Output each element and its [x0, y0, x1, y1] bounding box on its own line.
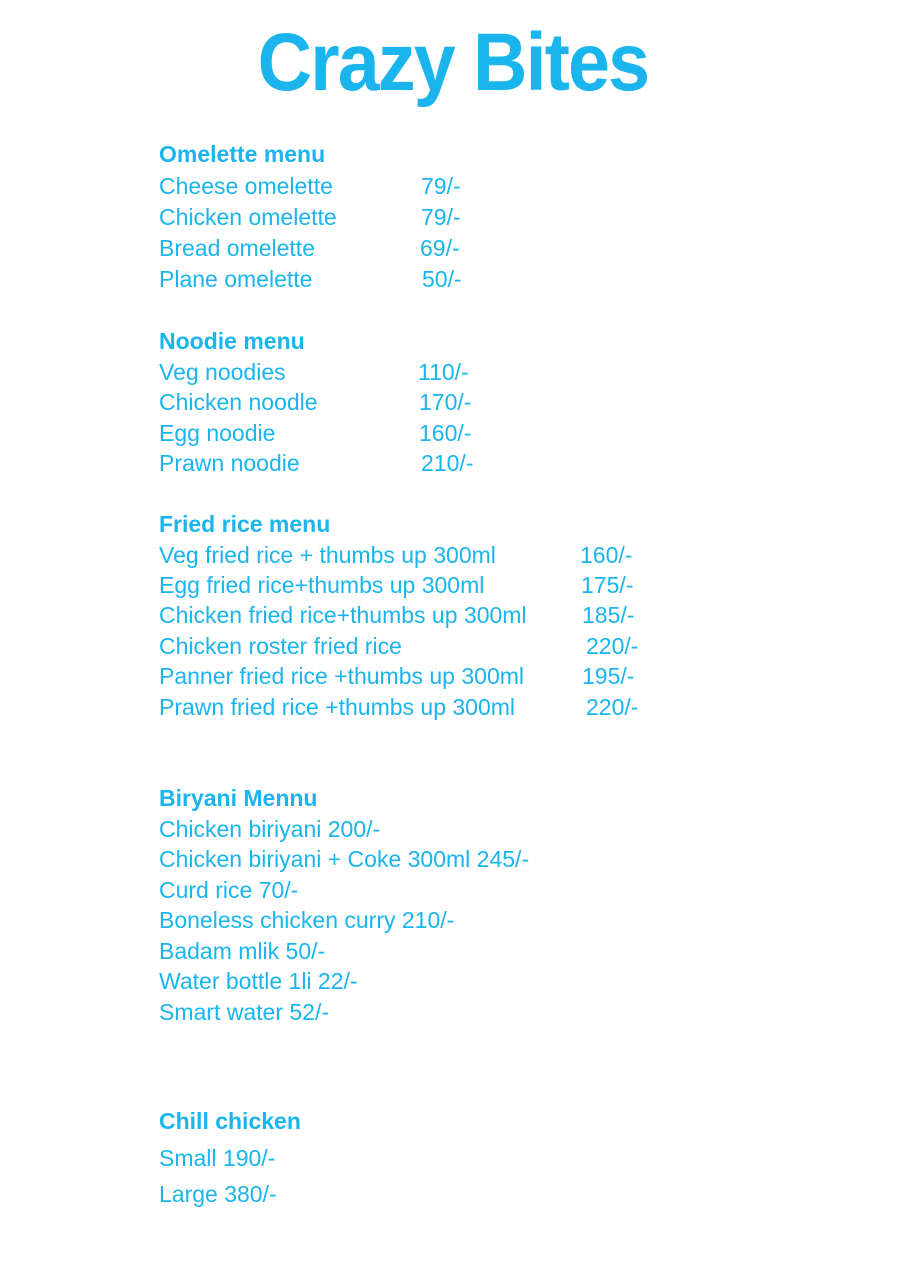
fried-rice-heading: Fried rice menu	[159, 511, 331, 537]
omelette-item-price: 79/-	[421, 204, 461, 230]
omelette-item-price: 69/-	[420, 235, 460, 261]
fried-rice-item-price: 220/-	[586, 633, 639, 659]
fried-rice-item-price: 175/-	[581, 572, 634, 598]
biryani-item: Chicken biriyani + Coke 300ml 245/-	[159, 846, 530, 872]
fried-rice-item-price: 160/-	[580, 542, 633, 568]
biryani-heading: Biryani Mennu	[159, 785, 318, 811]
noodle-item-price: 160/-	[419, 420, 472, 446]
noodle-item-price: 170/-	[419, 389, 472, 415]
biryani-item: Curd rice 70/-	[159, 877, 299, 903]
omelette-heading: Omelette menu	[159, 141, 326, 167]
biryani-item: Boneless chicken curry 210/-	[159, 907, 455, 933]
fried-rice-item-name: Panner fried rice +thumbs up 300ml	[159, 663, 525, 689]
noodle-item-price: 110/-	[418, 359, 469, 385]
fried-rice-item-name: Egg fried rice+thumbs up 300ml	[159, 572, 485, 598]
fried-rice-item-price: 185/-	[582, 602, 635, 628]
fried-rice-item-name: Prawn fried rice +thumbs up 300ml	[159, 694, 516, 720]
fried-rice-item-price: 195/-	[582, 663, 635, 689]
fried-rice-item-name: Veg fried rice + thumbs up 300ml	[159, 542, 496, 568]
chilli-chicken-heading: Chill chicken	[159, 1108, 301, 1134]
biryani-item: Chicken biriyani 200/-	[159, 816, 381, 842]
noodle-item-price: 210/-	[421, 450, 474, 476]
omelette-item-name: Bread omelette	[159, 235, 315, 261]
noodle-heading: Noodie menu	[159, 328, 305, 354]
biryani-item: Water bottle 1li 22/-	[159, 968, 358, 994]
noodle-item-name: Veg noodies	[159, 359, 286, 385]
menu-title: Crazy Bites	[257, 17, 649, 108]
noodle-item-name: Egg noodie	[159, 420, 276, 446]
biryani-item: Smart water 52/-	[159, 999, 329, 1025]
fried-rice-item-name: Chicken roster fried rice	[159, 633, 402, 659]
noodle-item-name: Prawn noodie	[159, 450, 300, 476]
noodle-item-name: Chicken noodle	[159, 389, 318, 415]
chilli-chicken-item: Small 190/-	[159, 1145, 276, 1171]
omelette-item-name: Chicken omelette	[159, 204, 337, 230]
fried-rice-item-name: Chicken fried rice+thumbs up 300ml	[159, 602, 527, 628]
omelette-item-price: 79/-	[421, 173, 461, 199]
omelette-item-name: Plane omelette	[159, 266, 313, 292]
omelette-item-name: Cheese omelette	[159, 173, 333, 199]
chilli-chicken-item: Large 380/-	[159, 1181, 277, 1207]
biryani-item: Badam mlik 50/-	[159, 938, 326, 964]
omelette-item-price: 50/-	[422, 266, 462, 292]
fried-rice-item-price: 220/-	[586, 694, 639, 720]
